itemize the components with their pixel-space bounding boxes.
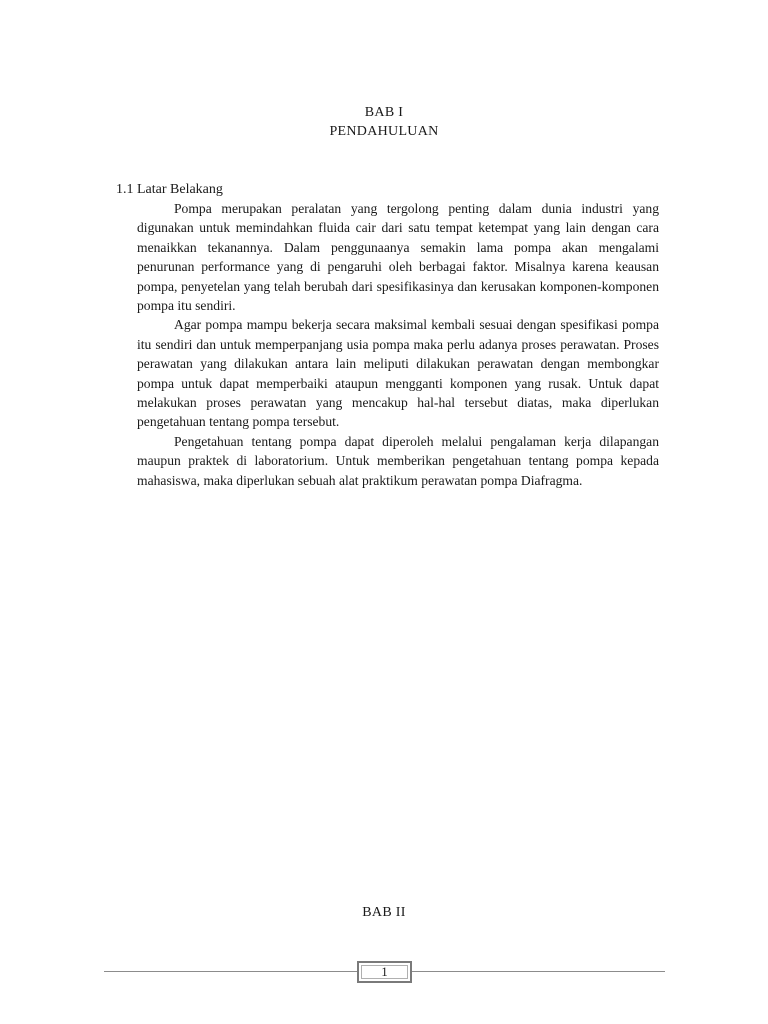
paragraph-1: Pompa merupakan peralatan yang tergolong penting dalam dunia industri yang digunakan untuk memindahkan fluida cair dari satu tempat ketempat yang lain dengan cara menaikkan tekanannya. Dalam penggunaanya semakin lama pompa akan mengalami penurunan performance yang di pengaruhi oleh berbagai faktor. Misalnya karena keausan pompa, penyetelan yang telah berubah dari spesifikasinya dan kerusakan komponen-komponen pompa itu sendiri. <box>137 201 659 314</box>
chapter-2-label: BAB II <box>362 905 406 920</box>
chapter-1-heading <box>0 103 768 141</box>
body-text <box>137 199 659 490</box>
chapter-2-heading <box>0 903 768 922</box>
chapter-1-title: PENDAHULUAN <box>329 124 439 139</box>
paragraph-3: Pengetahuan tentang pompa dapat diperoleh melalui pengalaman kerja dilapangan maupun praktek di laboratorium. Untuk memberikan pengetahuan tentang pompa kepada mahasiswa, maka diperlukan sebuah alat praktikum perawatan pompa Diafragma. <box>137 433 659 488</box>
page-number-box <box>357 961 412 983</box>
page-number: 1 <box>381 964 388 979</box>
paragraph-2: Agar pompa mampu bekerja secara maksimal kembali sesuai dengan spesifikasi pompa itu sendiri dan untuk memperpanjang usia pompa maka perlu adanya proses perawatan. Proses perawatan yang dilakukan antara lain meliputi dilakukan perawatan dengan membongkar pompa untuk dapat memperbaiki ataupun mengganti komponen yang rusak. Untuk dapat melakukan proses perawatan yang mencakup hal-hal tersebut diatas, maka diperlukan pengetahuan tentang pompa tersebut. <box>137 317 659 430</box>
section-heading: 1.1 Latar Belakang <box>116 182 223 197</box>
chapter-1-label: BAB I <box>364 105 404 120</box>
